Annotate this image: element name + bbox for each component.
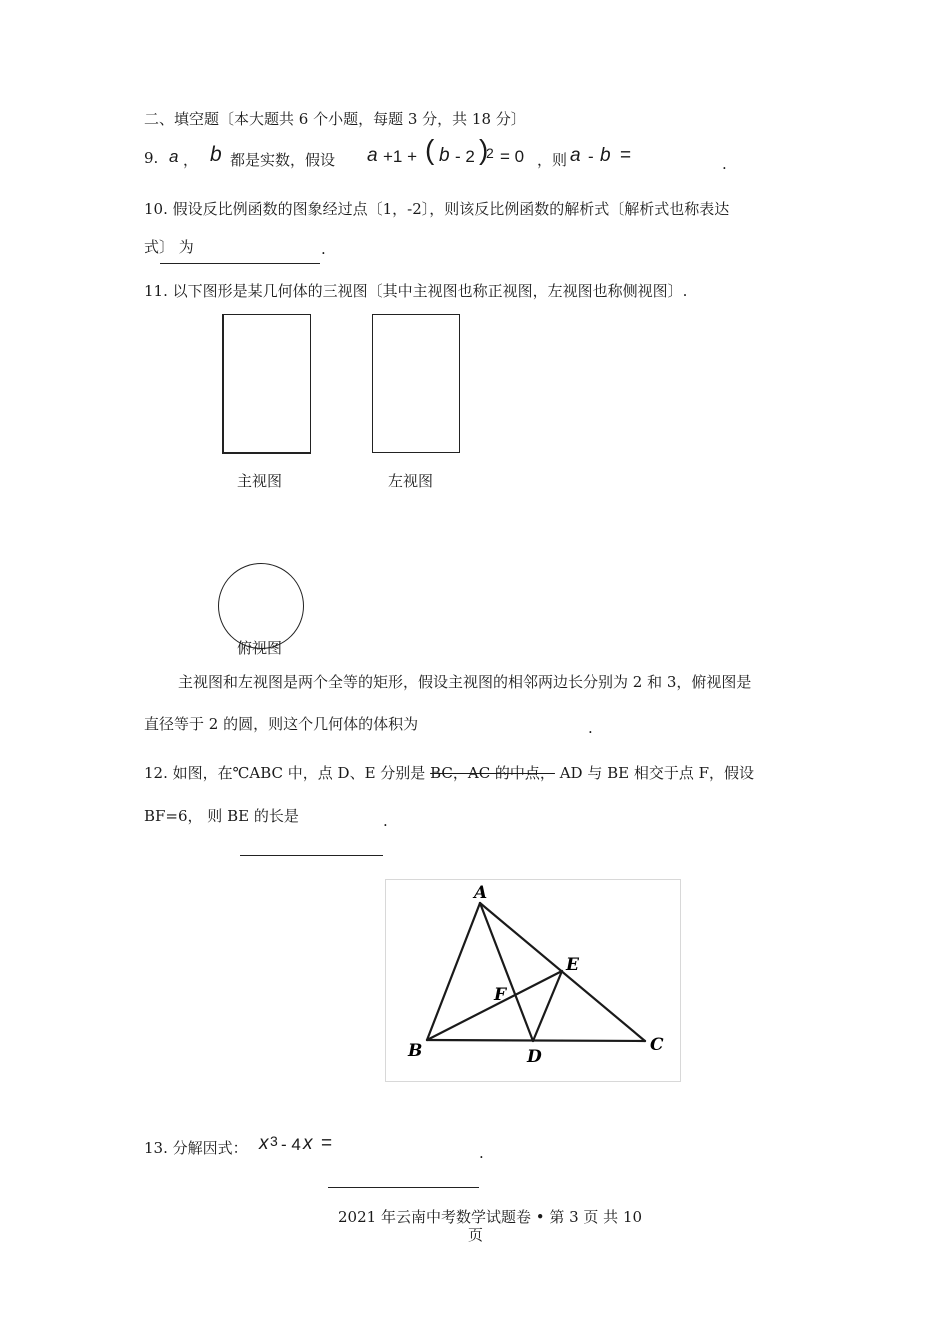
q9-expr-eq0: = 0	[500, 147, 525, 166]
segment-BE	[427, 971, 562, 1040]
q9-text2: ，则	[537, 151, 568, 169]
point-label-D: D	[527, 1047, 542, 1067]
q11-description-line1: 主视图和左视图是两个全等的矩形，假设主视图的相邻两边长分别为 2 和 3，俯视图是	[178, 673, 752, 691]
point-label-A: A	[474, 883, 488, 903]
q13-answer-blank[interactable]	[328, 1187, 479, 1188]
q13-end-dot: .	[479, 1144, 484, 1162]
q9-var-a: a	[169, 147, 179, 166]
page-footer-line2: 页	[468, 1226, 484, 1244]
q10-end-dot: .	[321, 240, 326, 258]
point-label-B: B	[408, 1041, 423, 1061]
q9-end-dot: .	[722, 155, 727, 173]
q13-x2: x	[303, 1133, 313, 1154]
front-view-rectangle	[222, 314, 311, 454]
q9-expr-a: a	[367, 145, 378, 166]
q11-end-dot: .	[588, 719, 593, 737]
q13-exponent-3: 3	[270, 1133, 278, 1149]
q9-expr-b: b	[439, 145, 450, 166]
point-label-E: E	[566, 955, 579, 975]
segment-BC	[427, 1040, 645, 1041]
q10-answer-blank[interactable]	[160, 263, 320, 264]
page-footer-line1: 2021 年云南中考数学试题卷 • 第 3 页 共 10	[338, 1208, 643, 1226]
q11-description-line2: 直径等于 2 的圆，则这个几何体的体积为	[144, 715, 419, 733]
q11-intro: 11. 以下图形是某几何体的三视图〔其中主视图也称正视图，左视图也称侧视图〕.	[144, 282, 688, 300]
segment-AD	[480, 903, 533, 1041]
q9-res-eq: =	[620, 145, 632, 166]
q13-x1: x	[259, 1133, 269, 1154]
triangle-figure	[385, 879, 681, 1082]
q12-line1	[144, 762, 754, 783]
q12-answer-blank[interactable]	[240, 855, 383, 856]
q9-res-b: b	[600, 145, 611, 166]
segment-AB	[427, 903, 480, 1040]
q13-minus4: - 4	[281, 1135, 301, 1154]
q9-expr-plus1: +1 +	[383, 147, 418, 166]
q9-rparen: )	[479, 134, 489, 165]
top-view-label: 俯视图	[237, 639, 283, 657]
q9-number: 9.	[144, 149, 159, 167]
q9-sep: ，	[183, 151, 199, 169]
q13-number: 13. 分解因式：	[144, 1139, 248, 1157]
q9-var-b: b	[210, 143, 222, 166]
q9-res-minus: -	[588, 147, 594, 166]
side-view-rectangle	[372, 314, 460, 453]
q10-line1: 10. 假设反比例函数的图象经过点〔1，-2〕，则该反比例函数的解析式〔解析式也称表达	[144, 200, 730, 218]
point-label-F: F	[494, 985, 507, 1005]
q9-text1: 都是实数，假设	[230, 151, 336, 169]
segment-DE	[533, 971, 562, 1041]
q9-exponent-2: 2	[486, 145, 494, 161]
q13-eq: =	[321, 1133, 333, 1154]
side-view-label: 左视图	[388, 472, 434, 490]
section-heading: 二、填空题〔本大题共 6 个小题，每题 3 分，共 18 分〕	[144, 110, 526, 128]
front-view-label: 主视图	[237, 472, 283, 490]
q12-line2: BF=6， 则 BE 的长是	[144, 807, 299, 825]
q9-expr-minus2: - 2	[455, 147, 475, 166]
q12-line1-start: 12. 如图，在℃ABC 中，点 D、E 分别是	[144, 764, 426, 782]
triangle-diagram	[386, 880, 680, 1081]
q12-line1-struck: BC，AC 的中点，	[430, 764, 555, 782]
q10-line2: 式〕 为	[144, 238, 194, 256]
point-label-C: C	[650, 1035, 664, 1055]
q12-line1-end: AD 与 BE 相交于点 F，假设	[559, 764, 755, 782]
q9-lparen: (	[425, 134, 435, 165]
q12-end-dot: .	[383, 812, 388, 830]
q9-res-a: a	[570, 145, 581, 166]
